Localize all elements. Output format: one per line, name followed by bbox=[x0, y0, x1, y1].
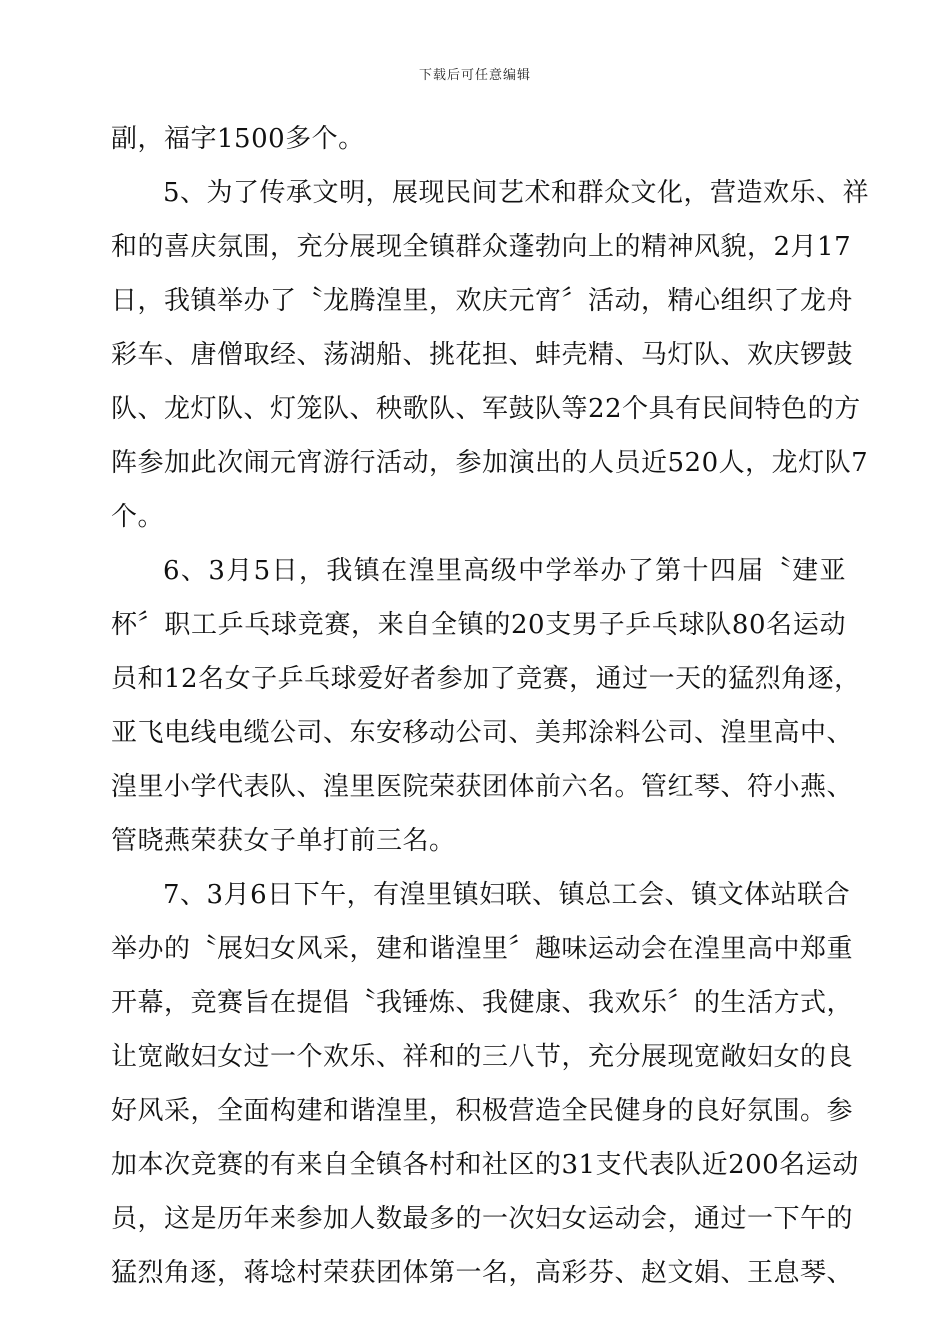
text-line: 亚飞电线电缆公司、东安移动公司、美邦涂料公司、湟里高中、 bbox=[111, 718, 854, 748]
text-line: 彩车、唐僧取经、荡湖船、挑花担、蚌壳精、马灯队、欢庆锣鼓 bbox=[111, 340, 854, 370]
text-line: 阵参加此次闹元宵游行活动，参加演出的人员近520人，龙灯队7 bbox=[111, 448, 869, 478]
text-line: 员，这是历年来参加人数最多的一次妇女运动会，通过一下午的 bbox=[111, 1204, 854, 1234]
text-line: 员和12名女子乒乓球爱好者参加了竞赛，通过一天的猛烈角逐， bbox=[111, 664, 861, 694]
text-line: 和的喜庆氛围，充分展现全镇群众蓬勃向上的精神风貌，2月17 bbox=[111, 232, 852, 262]
text-line: 猛烈角逐，蒋埝村荣获团体第一名，高彩芬、赵文娟、王息琴、 bbox=[111, 1258, 854, 1288]
text-line: 杯〞职工乒乓球竞赛，来自全镇的20支男子乒乓球队80名运动 bbox=[111, 610, 846, 640]
text-line: 管晓燕荣获女子单打前三名。 bbox=[111, 826, 456, 856]
text-line: 加本次竞赛的有来自全镇各村和社区的31支代表队近200名运动 bbox=[111, 1150, 859, 1180]
text-line: 队、龙灯队、灯笼队、秧歌队、军鼓队等22个具有民间特色的方 bbox=[111, 394, 861, 424]
text-line: 好风采，全面构建和谐湟里，积极营造全民健身的良好氛围。参 bbox=[111, 1096, 854, 1126]
text-line: 日，我镇举办了〝龙腾湟里，欢庆元宵〞活动，精心组织了龙舟 bbox=[111, 286, 854, 316]
text-line: 7、3月6日下午，有湟里镇妇联、镇总工会、镇文体站联合 bbox=[163, 880, 851, 910]
text-line: 让宽敞妇女过一个欢乐、祥和的三八节，充分展现宽敞妇女的良 bbox=[111, 1042, 854, 1072]
text-line: 举办的〝展妇女风采，建和谐湟里〞趣味运动会在湟里高中郑重 bbox=[111, 934, 854, 964]
page-header: 下载后可任意编辑 bbox=[418, 68, 531, 83]
document-body bbox=[111, 112, 870, 1300]
text-line: 湟里小学代表队、湟里医院荣获团体前六名。管红琴、符小燕、 bbox=[111, 772, 854, 802]
text-line: 开幕，竞赛旨在提倡〝我锤炼、我健康、我欢乐〞的生活方式， bbox=[111, 988, 854, 1018]
text-line: 个。 bbox=[111, 502, 165, 532]
text-line: 5、为了传承文明，展现民间艺术和群众文化，营造欢乐、祥 bbox=[163, 178, 870, 208]
text-line: 6、3月5日，我镇在湟里高级中学举办了第十四届〝建亚 bbox=[163, 556, 846, 586]
text-line: 副，福字1500多个。 bbox=[111, 124, 365, 154]
